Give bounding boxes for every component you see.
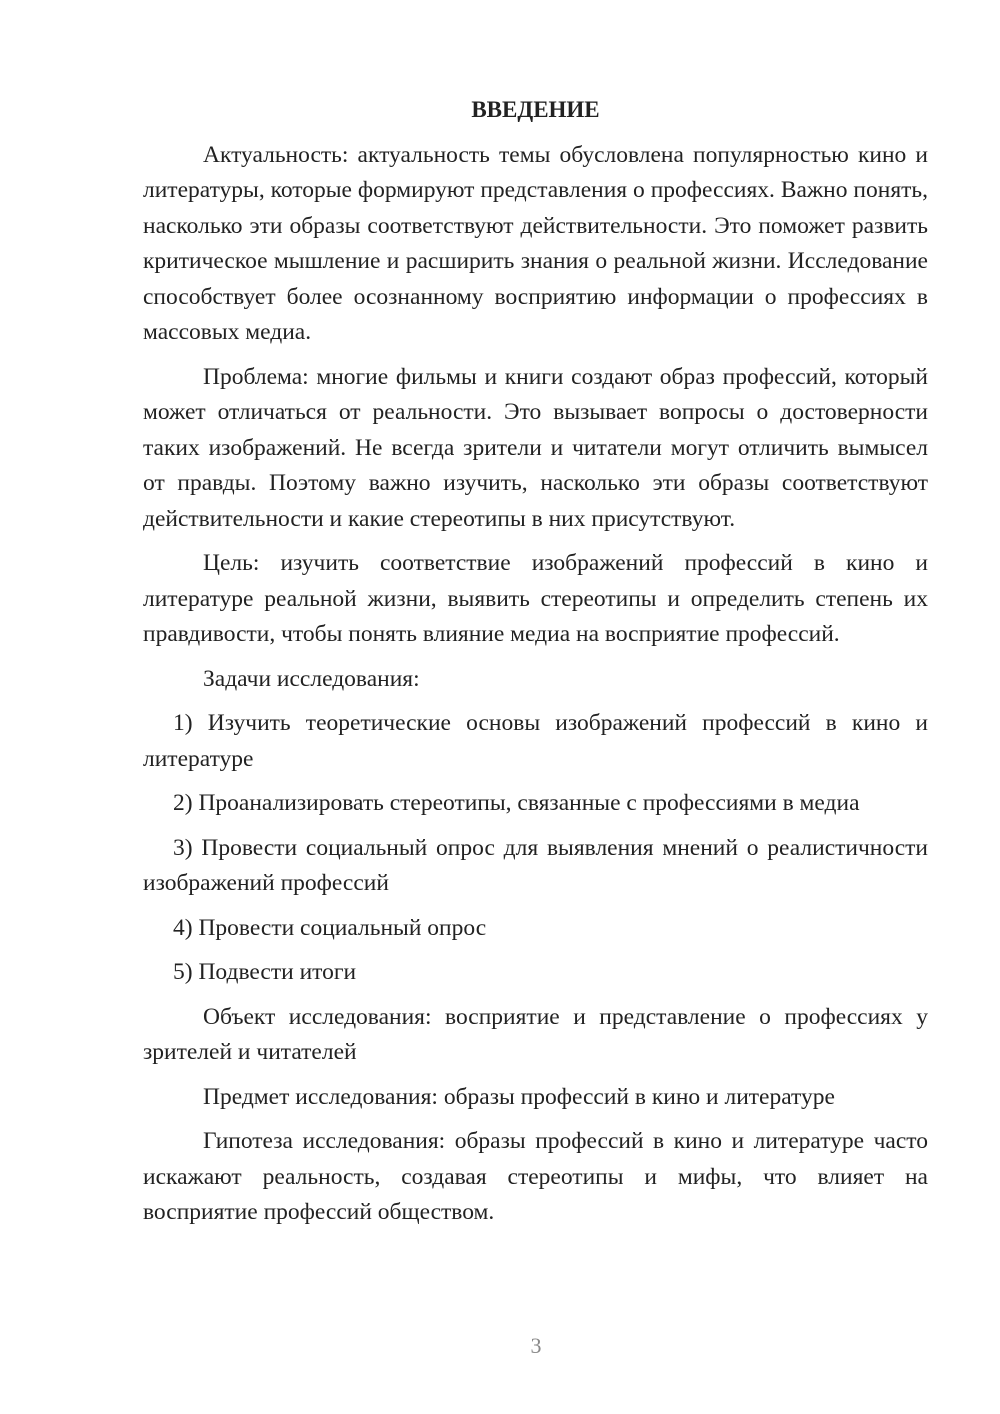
page-content [143, 92, 928, 1240]
object-paragraph: Объект исследования: восприятие и представление о профессиях у зрителей и читателей [143, 1003, 928, 1065]
page-number: 3 [530, 1333, 542, 1358]
problem-paragraph: Проблема: многие фильмы и книги создают образ профессий, который может отличаться от реальности. Это вызывает вопросы о достоверности таких изображений. Не всегда зрители и читатели могут отличить вымысел от правды. Поэтому важно изучить, насколько эти образы соответствуют действительности и какие стереотипы в них присутствуют. [143, 363, 928, 532]
task-item-4: 4) Провести социальный опрос [173, 914, 487, 941]
task-item-3: 3) Провести социальный опрос для выявления мнений о реалистичности изображений профессий [143, 834, 928, 896]
page-title: ВВЕДЕНИЕ [471, 97, 600, 122]
subject-paragraph: Предмет исследования: образы профессий в кино и литературе [203, 1083, 835, 1110]
tasks-heading: Задачи исследования: [203, 665, 420, 692]
hypothesis-paragraph: Гипотеза исследования: образы профессий в кино и литературе часто искажают реальность, создавая стереотипы и мифы, что влияет на восприятие профессий обществом. [143, 1128, 928, 1225]
task-item-2: 2) Проанализировать стереотипы, связанные с профессиями в медиа [173, 790, 860, 816]
goal-paragraph: Цель: изучить соответствие изображений профессий в кино и литературе реальной жизни, выявить стереотипы и определить степень их правдивости, чтобы понять влияние медиа на восприятие профессий. [143, 550, 928, 647]
task-item-5: 5) Подвести итоги [173, 959, 357, 985]
relevance-paragraph: Актуальность: актуальность темы обусловлена популярностью кино и литературы, которые формируют представления о профессиях. Важно понять, насколько эти образы соответствуют действительности. Это поможет развить критическое мышление и расширить знания о реальной жизни. Исследование способствует более осознанному восприятию информации о профессиях в массовых медиа. [143, 141, 928, 345]
task-item-1: 1) Изучить теоретические основы изображений профессий в кино и литературе [143, 710, 928, 772]
